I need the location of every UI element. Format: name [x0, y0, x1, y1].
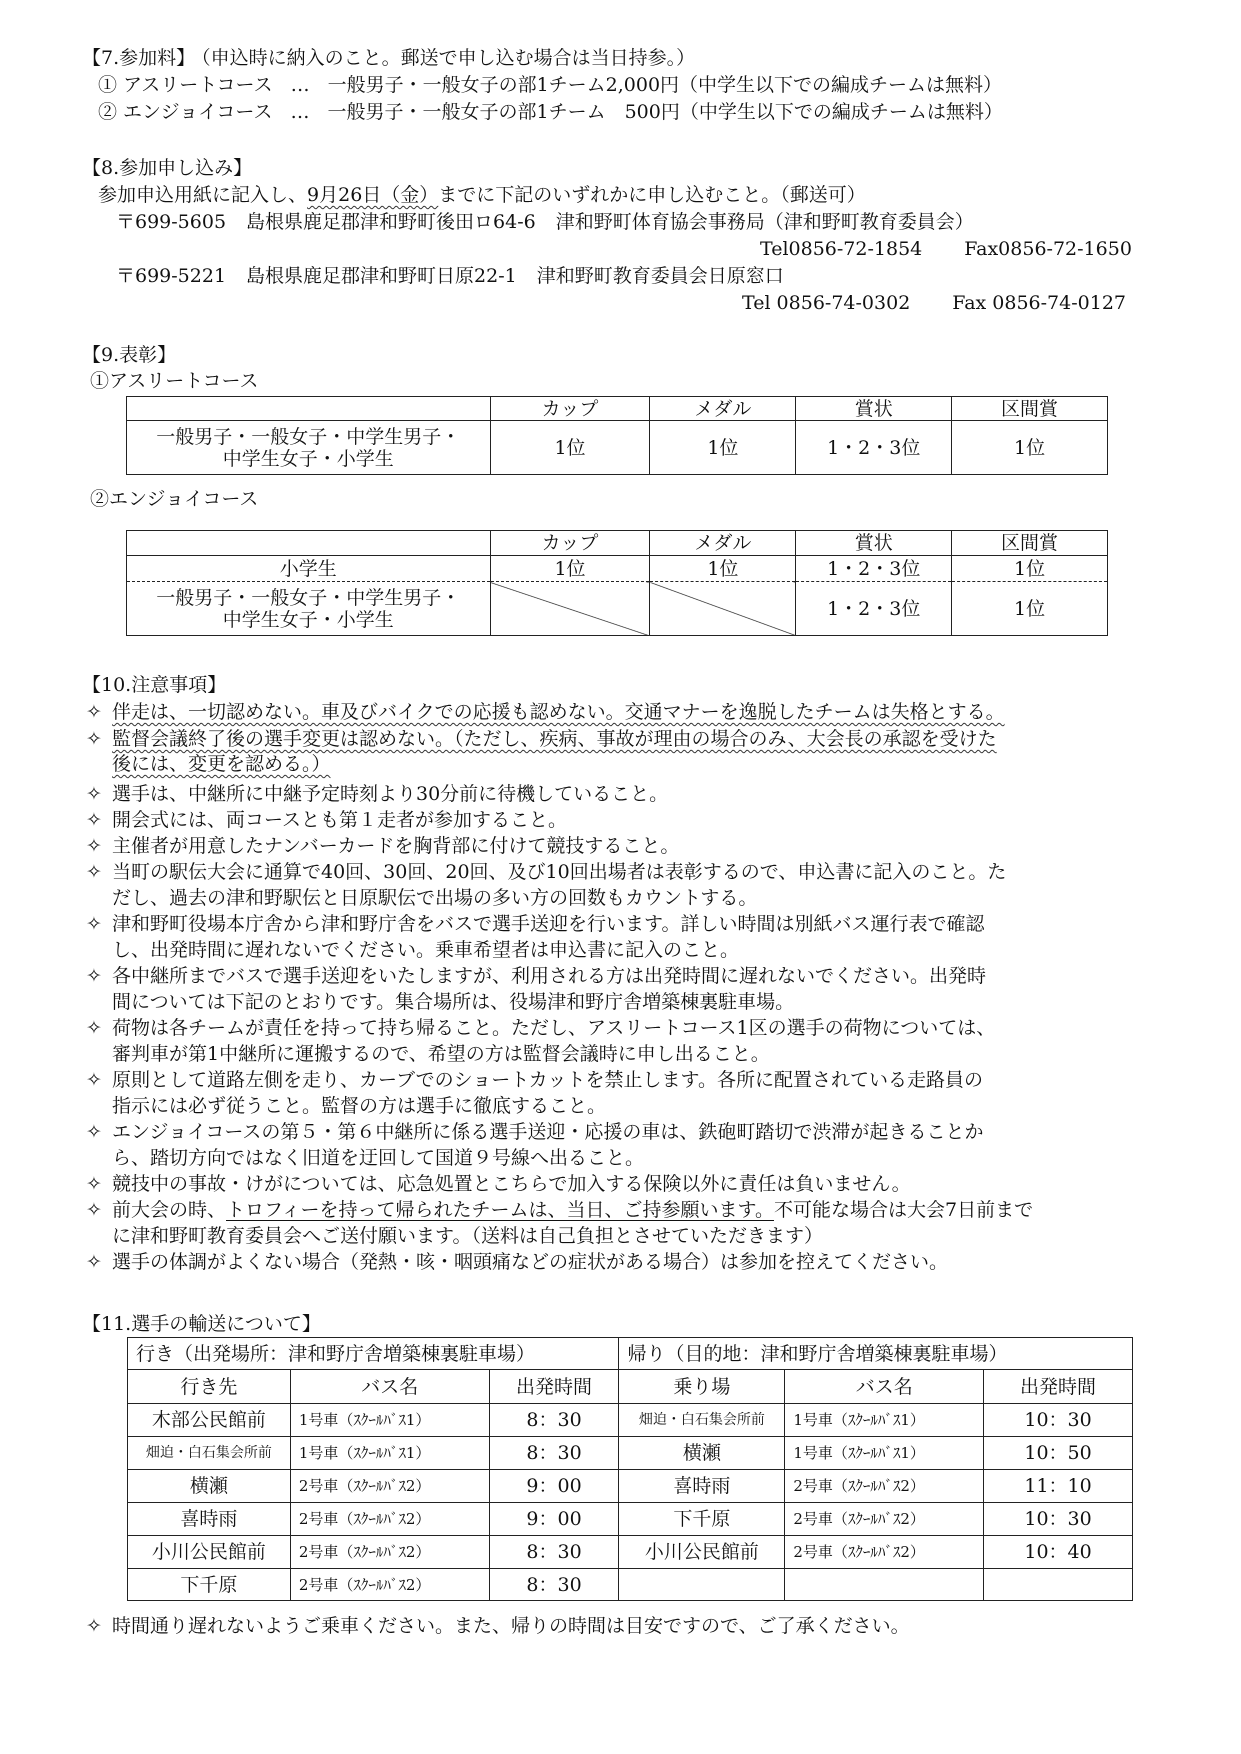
bus-cell: 2号車（ｽｸｰﾙﾊﾞｽ2） [785, 1470, 984, 1503]
category-line: 中学生女子・小学生 [222, 447, 394, 470]
notice-continuation: だし、過去の津和野駅伝と日原駅伝で出場の多い方の回数もカウントする。 [112, 887, 758, 909]
diamond-bullet-icon: ✧ [86, 1199, 102, 1221]
contact-line-2 [742, 291, 1126, 315]
notice-continuation: 審判車が第1中継所に運搬するので、希望の方は監督会議時に申し出ること。 [112, 1043, 770, 1065]
award-table-enjoy [126, 530, 1108, 636]
time-cell [984, 1569, 1133, 1601]
notice-item [86, 1016, 995, 1040]
notice-text: 競技中の事故・けがについては、応急処置とこちらで加入する保険以外に責任は負いません。 [112, 1173, 911, 1195]
address-line-2 [116, 264, 784, 288]
destination-cell: 喜時雨 [128, 1503, 291, 1536]
destination-cell: 下千原 [128, 1569, 291, 1601]
destination-cell: 横瀬 [128, 1470, 291, 1503]
notice-item [86, 1068, 983, 1092]
boarding-cell: 喜時雨 [619, 1470, 785, 1503]
sec9-heading: 【9.表彰】 [82, 344, 177, 366]
notice-item [86, 727, 997, 751]
cup-cell-not-applicable [490, 582, 650, 636]
table-row [127, 556, 1108, 582]
notice-text: 後には、変更を認める。） [112, 753, 331, 775]
category-line: 一般男子・一般女子・中学生男子・ [156, 586, 461, 609]
header-departure-time: 出発時間 [984, 1370, 1133, 1404]
time-cell: 8：30 [489, 1404, 619, 1437]
table-row [128, 1503, 1133, 1536]
notice-text: 伴走は、一切認めない。車及びバイクでの応援も認めない。交通マナーを逸脱したチームは失格とする。 [112, 701, 1005, 723]
address-line-1 [116, 210, 974, 234]
category-line: 一般男子・一般女子・中学生男子・ [156, 425, 461, 448]
header-empty [127, 397, 491, 421]
sec10-heading: 【10.注意事項】 [82, 674, 227, 696]
sec7-heading: 【7.参加料】 [82, 47, 196, 69]
fee-course-label: ① アスリートコース [98, 74, 273, 96]
diamond-bullet-icon: ✧ [86, 728, 102, 750]
address: 島根県鹿足郡津和野町日原22-1 [246, 265, 517, 287]
bus-cell: 1号車（ｽｸｰﾙﾊﾞｽ1） [785, 1437, 984, 1470]
diamond-bullet-icon: ✧ [86, 783, 102, 805]
table-row [128, 1437, 1133, 1470]
notice-text: 前大会の時、 [112, 1199, 227, 1221]
diamond-bullet-icon: ✧ [86, 701, 102, 723]
office: 津和野町体育協会事務局（津和野町教育委員会） [555, 211, 974, 233]
header-section-award: 区間賞 [952, 531, 1108, 556]
footnote-text: 時間通り遅れないようご乗車ください。また、帰りの時間は目安ですので、ご了承ください。 [112, 1615, 910, 1637]
time-cell: 8：30 [489, 1536, 619, 1569]
medal-cell: 1位 [650, 556, 796, 582]
header-bus-name: バス名 [785, 1370, 984, 1404]
notice-text: 監督会議終了後の選手変更は認めない。（ただし、疾病、事故が理由の場合のみ、大会長の承認を受けた [112, 728, 997, 750]
award-table-athlete [126, 396, 1108, 475]
time-cell: 9：00 [489, 1503, 619, 1536]
table-row [128, 1536, 1133, 1569]
boarding-cell: 横瀬 [619, 1437, 785, 1470]
destination-cell: 畑迫・白石集会所前 [128, 1437, 291, 1470]
boarding-cell [619, 1569, 785, 1601]
certificate-cell: 1・2・3位 [796, 582, 952, 636]
time-cell: 10：50 [984, 1437, 1133, 1470]
notice-item [86, 912, 984, 936]
notice-text-underlined: トロフィーを持って帰られたチームは、当日、ご持参願います。 [226, 1199, 774, 1221]
header-section-award: 区間賞 [952, 397, 1108, 421]
boarding-cell: 小川公民館前 [619, 1536, 785, 1569]
notice-item [86, 1198, 1033, 1222]
diamond-bullet-icon: ✧ [86, 1173, 102, 1195]
notice-continuation: 指示には必ず従うこと。監督の方は選手に徹底すること。 [112, 1095, 607, 1117]
notice-text: 不可能な場合は大会7日前まで [773, 1199, 1034, 1221]
header-empty [127, 531, 491, 556]
sec7-fee-athlete [98, 73, 1002, 97]
diamond-bullet-icon: ✧ [86, 835, 102, 857]
time-cell: 10：30 [984, 1404, 1133, 1437]
header-cup: カップ [490, 397, 650, 421]
notice-item [86, 964, 986, 988]
bus-cell: 2号車（ｽｸｰﾙﾊﾞｽ2） [785, 1536, 984, 1569]
notice-text: 開会式には、両コースとも第１走者が参加すること。 [112, 809, 568, 831]
boarding-cell: 畑迫・白石集会所前 [619, 1404, 785, 1437]
cup-cell: 1位 [490, 556, 650, 582]
destination-cell: 小川公民館前 [128, 1536, 291, 1569]
notice-continuation: し、出発時間に遅れないでください。乗車希望者は申込書に記入のこと。 [112, 939, 740, 961]
sec11-heading: 【11.選手の輸送について】 [82, 1313, 321, 1335]
category-cell [127, 421, 491, 475]
time-cell: 11：10 [984, 1470, 1133, 1503]
sec7-header-line [82, 46, 695, 70]
table-row [127, 582, 1108, 636]
tel: Tel 0856-74-0302 [742, 292, 911, 314]
sec8-intro [98, 183, 866, 207]
sec8-heading: 【8.参加申し込み】 [82, 157, 253, 179]
header-departure-time: 出発時間 [489, 1370, 619, 1404]
fee-text: 一般男子・一般女子の部1チーム 500円（中学生以下での編成チームは無料） [327, 101, 1003, 123]
notice-continuation: に津和野町教育委員会へご送付願います。（送料は自己負担とさせていただきます） [112, 1225, 823, 1247]
notice-item [86, 782, 668, 806]
bus-cell: 2号車（ｽｸｰﾙﾊﾞｽ2） [290, 1470, 489, 1503]
category-cell: 小学生 [127, 556, 491, 582]
time-cell: 8：30 [489, 1569, 619, 1601]
outbound-title: 行き（出発場所：津和野庁舎増築棟裏駐車場） [128, 1338, 619, 1370]
intro-pre: 参加申込用紙に記入し、 [98, 184, 308, 206]
diamond-bullet-icon: ✧ [86, 1615, 102, 1637]
notice-text: 荷物は各チームが責任を持って持ち帰ること。ただし、アスリートコース1区の選手の荷物については、 [112, 1017, 996, 1039]
boarding-cell: 下千原 [619, 1503, 785, 1536]
header-certificate: 賞状 [796, 397, 952, 421]
contact-line-1 [760, 237, 1132, 261]
notice-continuation: 間については下記のとおりです。集合場所は、役場津和野庁舎増築棟裏駐車場。 [112, 991, 795, 1013]
time-cell: 10：30 [984, 1503, 1133, 1536]
header-destination: 行き先 [128, 1370, 291, 1404]
sec7-fee-enjoy [98, 100, 1003, 124]
bus-cell: 2号車（ｽｸｰﾙﾊﾞｽ2） [785, 1503, 984, 1536]
fax: Fax 0856-74-0127 [952, 292, 1126, 314]
bus-cell: 2号車（ｽｸｰﾙﾊﾞｽ2） [290, 1536, 489, 1569]
table-row [128, 1404, 1133, 1437]
section-award-cell: 1位 [952, 582, 1108, 636]
header-bus-name: バス名 [290, 1370, 489, 1404]
medal-cell-not-applicable [650, 582, 796, 636]
office: 津和野町教育委員会日原窓口 [536, 265, 784, 287]
fee-sep: … [290, 74, 310, 96]
diamond-bullet-icon: ✧ [86, 1069, 102, 1091]
certificate-cell: 1・2・3位 [796, 556, 952, 582]
time-cell: 10：40 [984, 1536, 1133, 1569]
notice-item [86, 808, 567, 832]
fee-course-label: ② エンジョイコース [98, 101, 273, 123]
notice-continuation: ら、踏切方向ではなく旧道を迂回して国道９号線へ出ること。 [112, 1147, 645, 1169]
notice-text: 選手は、中継所に中継予定時刻より30分前に待機していること。 [112, 783, 669, 805]
header-medal: メダル [650, 397, 796, 421]
sec7-note: （申込時に納入のこと。郵送で申し込む場合は当日持参。） [201, 47, 696, 69]
certificate-cell: 1・2・3位 [796, 421, 952, 475]
medal-cell: 1位 [650, 421, 796, 475]
notice-item [86, 700, 1005, 724]
bus-cell [785, 1569, 984, 1601]
header-medal: メダル [650, 531, 796, 556]
notice-text: 津和野町役場本庁舎から津和野庁舎をバスで選手送迎を行います。詳しい時間は別紙バス運行表で確認 [112, 913, 985, 935]
cup-cell: 1位 [490, 421, 650, 475]
notice-item [86, 1120, 983, 1144]
category-cell [127, 582, 491, 636]
transport-footnote [86, 1614, 910, 1638]
bus-cell: 2号車（ｽｸｰﾙﾊﾞｽ2） [290, 1503, 489, 1536]
category-line: 中学生女子・小学生 [222, 608, 394, 631]
intro-post: までに下記のいずれかに申し込むこと。（郵送可） [438, 184, 866, 206]
transport-table [127, 1337, 1133, 1601]
diamond-bullet-icon: ✧ [86, 861, 102, 883]
notice-text: エンジョイコースの第５・第６中継所に係る選手送迎・応援の車は、鉄砲町踏切で渋滞が起きることか [112, 1121, 984, 1143]
time-cell: 8：30 [489, 1437, 619, 1470]
header-boarding-point: 乗り場 [619, 1370, 785, 1404]
diamond-bullet-icon: ✧ [86, 965, 102, 987]
notice-text: 選手の体調がよくない場合（発熱・咳・咽頭痛などの症状がある場合）は参加を控えてください。 [112, 1251, 949, 1273]
notice-text: 当町の駅伝大会に通算で40回、30回、20回、及び10回出場者は表彰するので、申込書に記入のこと。た [112, 861, 1007, 883]
table-row [128, 1569, 1133, 1601]
postal-code: 〒699-5605 [116, 211, 227, 233]
notice-item [86, 834, 679, 858]
award-course1-title: ①アスリートコース [90, 370, 259, 392]
section-award-cell: 1位 [952, 421, 1108, 475]
section-award-cell: 1位 [952, 556, 1108, 582]
notice-item [86, 860, 1006, 884]
bus-cell: 1号車（ｽｸｰﾙﾊﾞｽ1） [290, 1404, 489, 1437]
tel: Tel0856-72-1854 [760, 238, 923, 260]
notice-continuation [112, 752, 331, 776]
table-row [128, 1470, 1133, 1503]
diamond-bullet-icon: ✧ [86, 809, 102, 831]
destination-cell: 木部公民館前 [128, 1404, 291, 1437]
table-row [127, 421, 1108, 475]
return-title: 帰り（目的地：津和野庁舎増築棟裏駐車場） [619, 1338, 1133, 1370]
postal-code: 〒699-5221 [116, 265, 227, 287]
fax: Fax0856-72-1650 [964, 238, 1132, 260]
address: 島根県鹿足郡津和野町後田ロ64-6 [246, 211, 536, 233]
diamond-bullet-icon: ✧ [86, 1017, 102, 1039]
notice-item [86, 1172, 911, 1196]
diamond-bullet-icon: ✧ [86, 1251, 102, 1273]
award-course2-title: ②エンジョイコース [90, 488, 259, 510]
bus-cell: 1号車（ｽｸｰﾙﾊﾞｽ1） [290, 1437, 489, 1470]
bus-cell: 2号車（ｽｸｰﾙﾊﾞｽ2） [290, 1569, 489, 1601]
bus-cell: 1号車（ｽｸｰﾙﾊﾞｽ1） [785, 1404, 984, 1437]
time-cell: 9：00 [489, 1470, 619, 1503]
notice-text: 各中継所までバスで選手送迎をいたしますが、利用される方は出発時間に遅れないでください。出発時 [112, 965, 987, 987]
fee-sep: … [290, 101, 310, 123]
deadline: 9月26日（金） [307, 184, 439, 206]
diamond-bullet-icon: ✧ [86, 913, 102, 935]
fee-text: 一般男子・一般女子の部1チーム2,000円（中学生以下での編成チームは無料） [327, 74, 1003, 96]
notice-item [86, 1250, 948, 1274]
notice-text: 原則として道路左側を走り、カーブでのショートカットを禁止します。各所に配置されている走路員の [112, 1069, 983, 1091]
header-certificate: 賞状 [796, 531, 952, 556]
notice-text: 主催者が用意したナンバーカードを胸背部に付けて競技すること。 [112, 835, 680, 857]
diamond-bullet-icon: ✧ [86, 1121, 102, 1143]
header-cup: カップ [490, 531, 650, 556]
